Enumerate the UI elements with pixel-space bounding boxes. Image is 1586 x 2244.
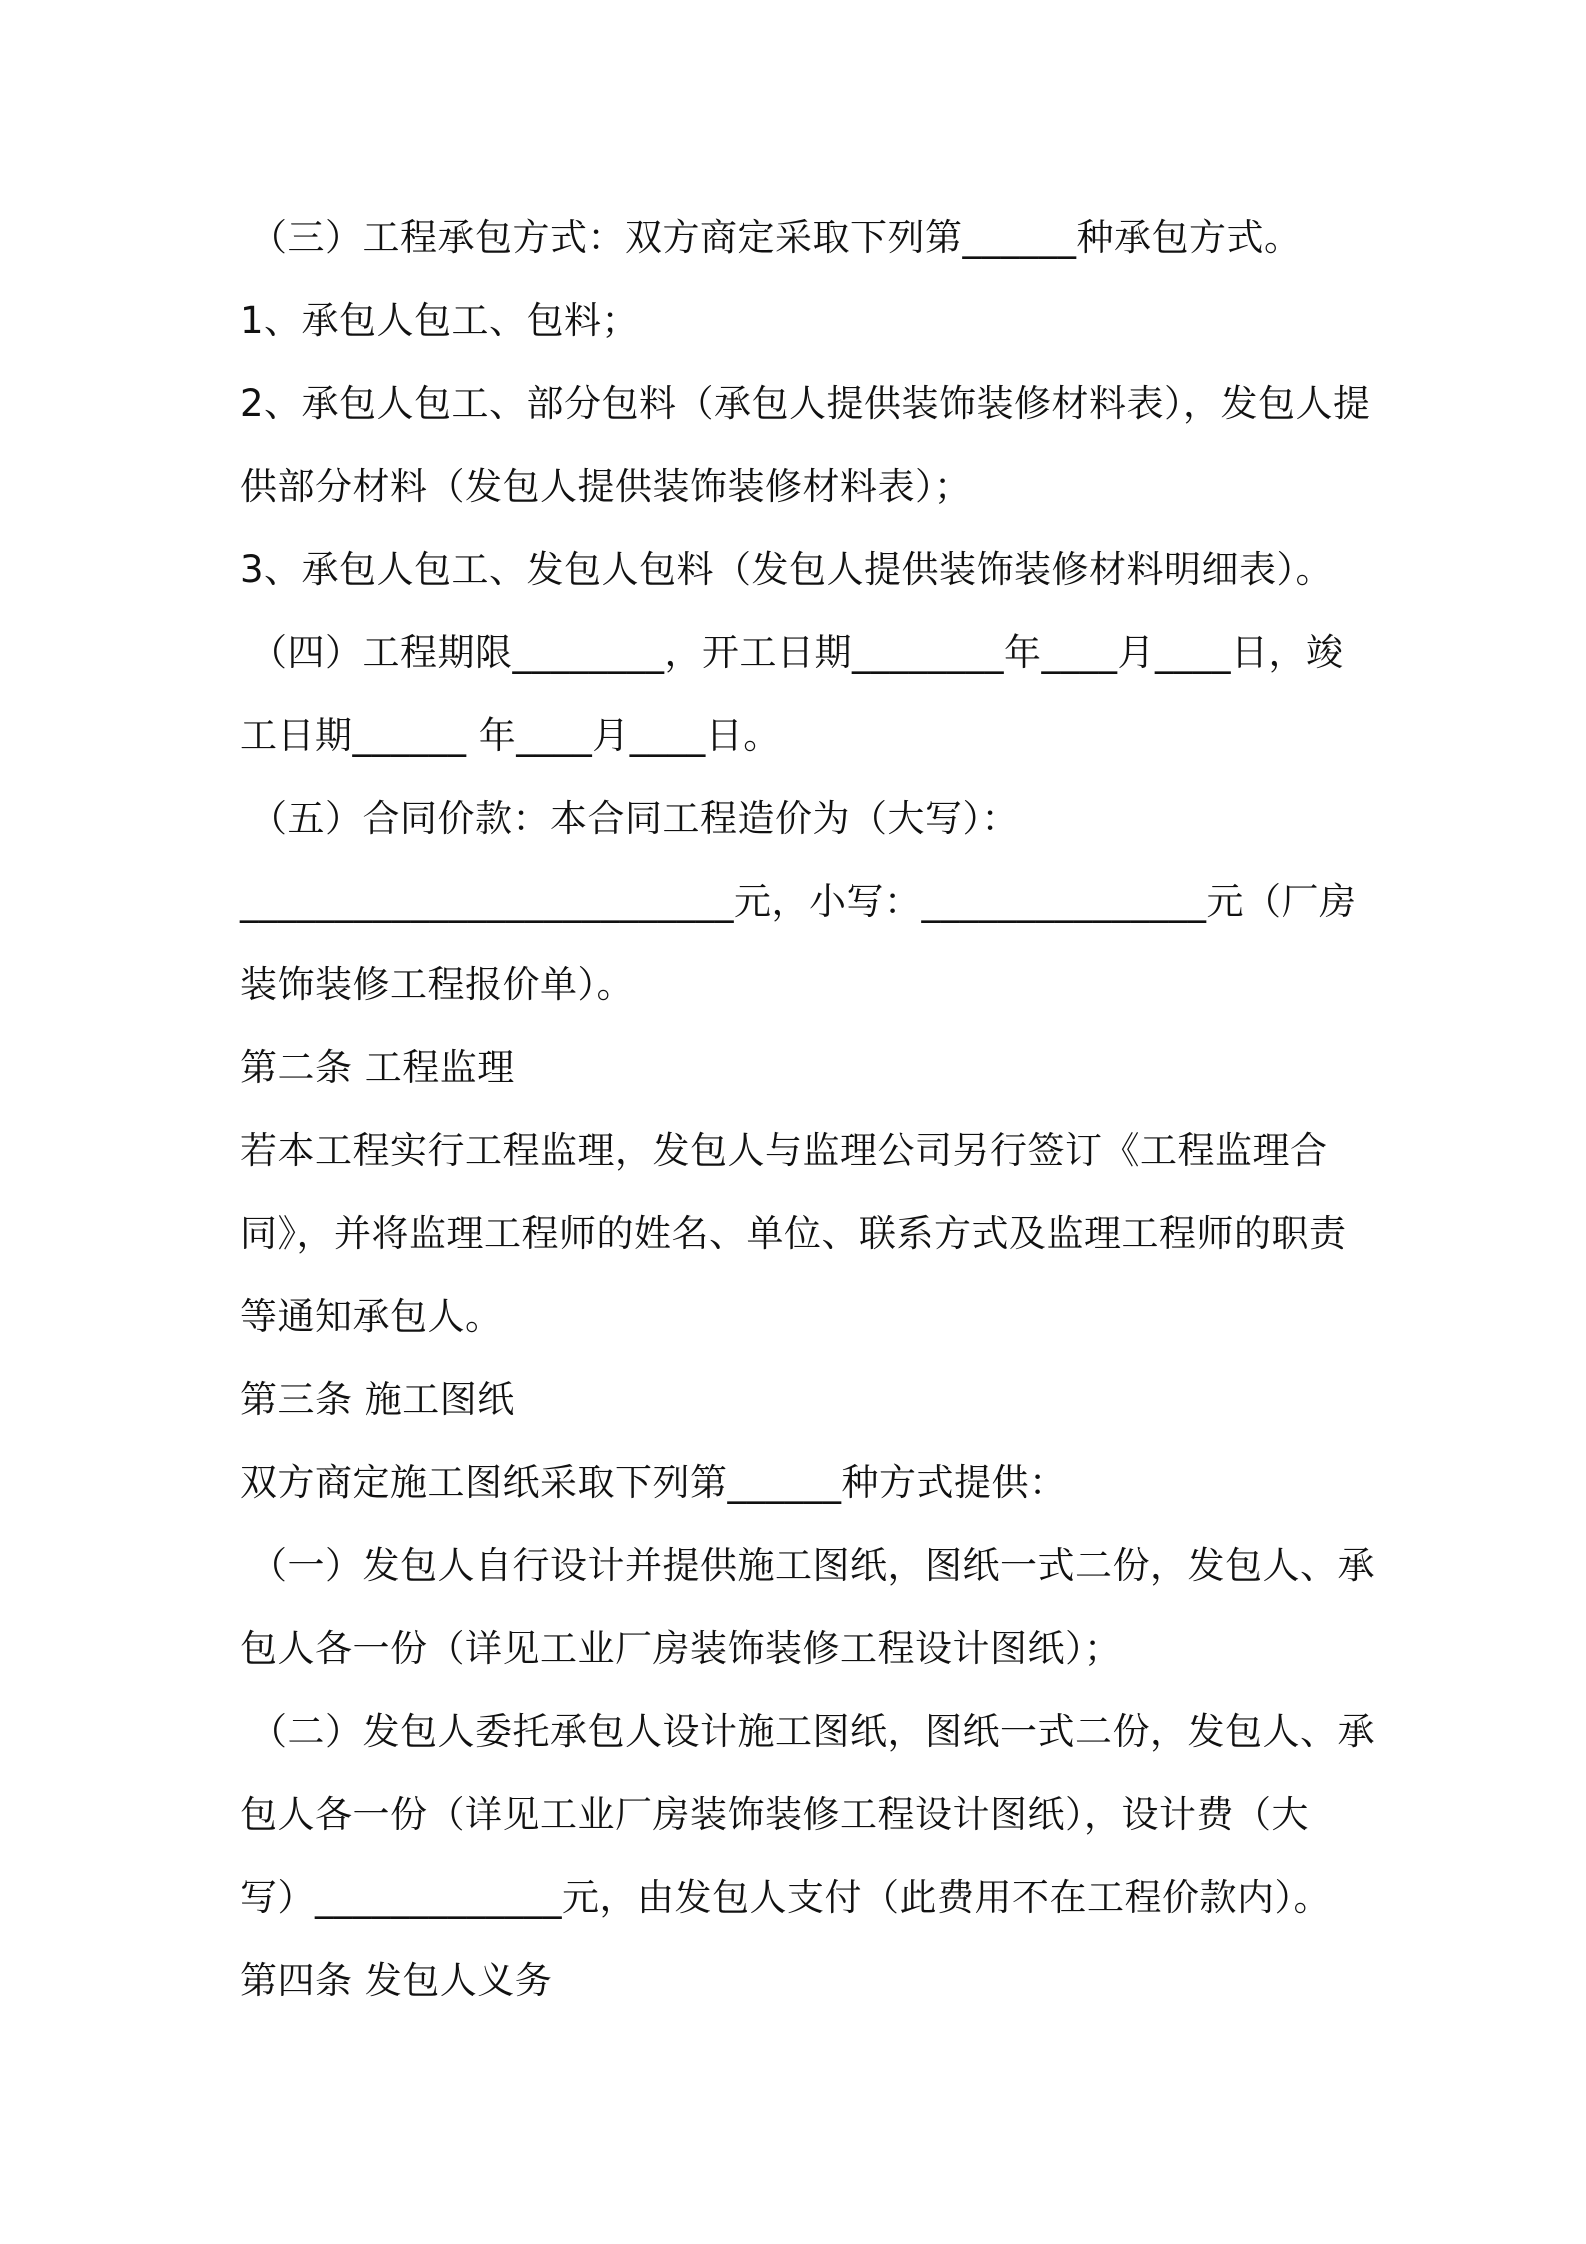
article-3-heading: 第三条 施工图纸 (240, 1378, 515, 1421)
option-3: 3、承包人包工、发包人包料（发包人提供装饰装修材料明细表）。 (240, 548, 1334, 591)
article-3-body: 双方商定施工图纸采取下列第______种方式提供： (240, 1461, 1067, 1504)
drawing-option-1-line-2: 包人各一份（详见工业厂房装饰装修工程设计图纸）； (240, 1627, 1122, 1670)
article-2-heading: 第二条 工程监理 (240, 1046, 515, 1089)
clause-4-duration-line-2: 工日期______ 年____月____日。 (240, 714, 781, 757)
article-2-body-line-1: 若本工程实行工程监理，发包人与监理公司另行签订《工程监理合 (240, 1129, 1328, 1172)
clause-5-price-line-2: __________________________元，小写：_______________元（厂房 (240, 880, 1357, 923)
article-2-body-line-2: 同》，并将监理工程师的姓名、单位、联系方式及监理工程师的职责 (240, 1212, 1347, 1255)
clause-3-contracting-method: （三）工程承包方式：双方商定采取下列第______种承包方式。 (250, 216, 1302, 259)
option-2-line-1: 2、承包人包工、部分包料（承包人提供装饰装修材料表），发包人提 (240, 382, 1371, 425)
article-4-heading: 第四条 发包人义务 (240, 1959, 553, 2002)
drawing-option-2-line-1: （二）发包人委托承包人设计施工图纸，图纸一式二份，发包人、承 (250, 1710, 1375, 1753)
document-body (240, 196, 1375, 2022)
clause-5-price-line-1: （五）合同价款：本合同工程造价为（大写）： (250, 797, 1019, 840)
article-2-body-line-3: 等通知承包人。 (240, 1295, 503, 1338)
drawing-option-1-line-1: （一）发包人自行设计并提供施工图纸，图纸一式二份，发包人、承 (250, 1544, 1375, 1587)
option-2-line-2: 供部分材料（发包人提供装饰装修材料表）； (240, 465, 972, 508)
clause-4-duration-line-1: （四）工程期限________，开工日期________年____月____日，竣 (250, 631, 1344, 674)
drawing-option-2-line-2: 包人各一份（详见工业厂房装饰装修工程设计图纸），设计费（大 (240, 1793, 1309, 1836)
drawing-option-2-line-3: 写）_____________元，由发包人支付（此费用不在工程价款内）。 (240, 1876, 1331, 1919)
clause-5-price-line-3: 装饰装修工程报价单）。 (240, 963, 634, 1006)
option-1: 1、承包人包工、包料； (240, 299, 640, 342)
